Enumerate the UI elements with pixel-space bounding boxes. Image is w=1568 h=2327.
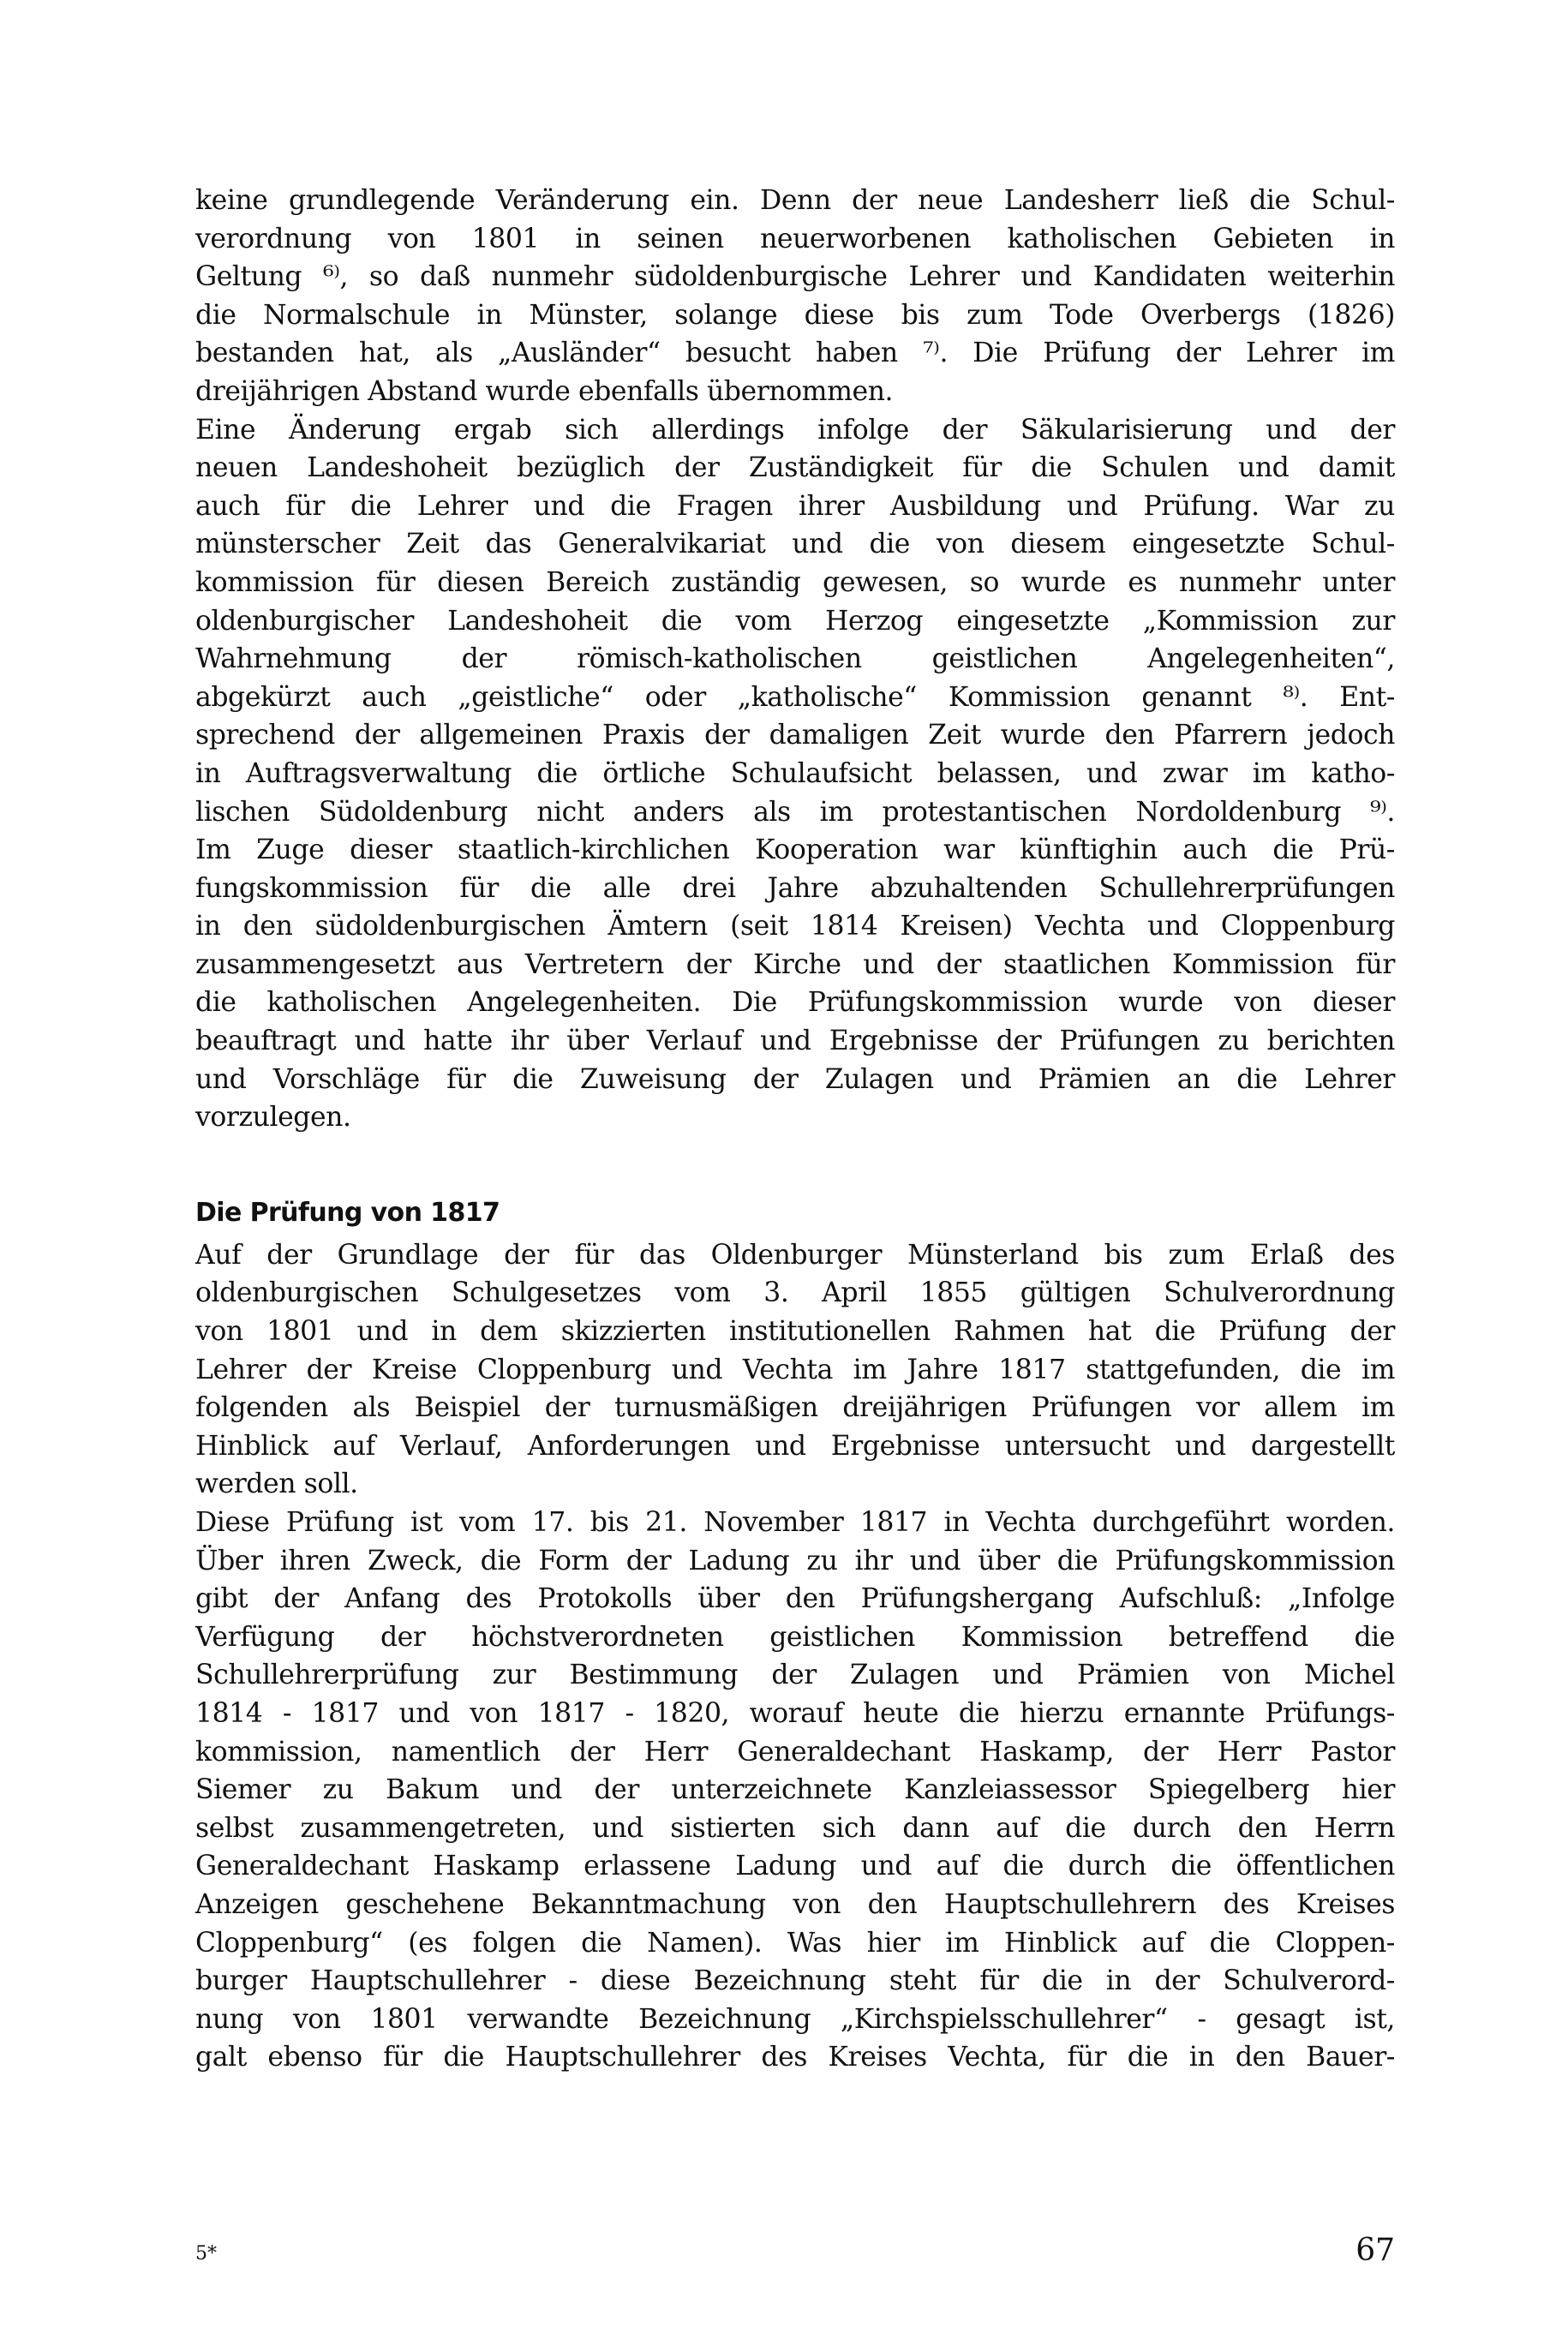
text-line: die Normalschule in Münster, solange diese bis zum Tode Overbergs (1826) xyxy=(195,299,1395,331)
text-line: münsterscher Zeit das Generalvikariat und die von diesem eingesetzte Schul- xyxy=(195,529,1395,560)
paragraph-4 xyxy=(195,1504,1395,2077)
text-line: folgenden als Beispiel der turnusmäßigen dreijährigen Prüfungen vor allem im xyxy=(195,1392,1395,1424)
text-line: verordnung von 1801 in seinen neuerworbenen katholischen Gebieten in xyxy=(195,223,1395,254)
text-line: die katholischen Angelegenheiten. Die Prüfungskommission wurde von dieser xyxy=(195,987,1395,1019)
text-line: Generaldechant Haskamp erlassene Ladung und auf die durch die öffentlichen xyxy=(195,1851,1395,1882)
text-line: Siemer zu Bakum und der unterzeichnete Kanzleiassessor Spiegelberg hier xyxy=(195,1774,1395,1806)
text-line: Schullehrerprüfung zur Bestimmung der Zulagen und Prämien von Michel xyxy=(195,1660,1395,1691)
text-line: kommission für diesen Bereich zuständig gewesen, so wurde es nunmehr unter xyxy=(195,566,1395,598)
text-line: Auf der Grundlage der für das Oldenburger Münsterland bis zum Erlaß des xyxy=(195,1239,1395,1271)
paragraph-3 xyxy=(195,1236,1395,1504)
text-line: zusammengesetzt aus Vertretern der Kirche und der staatlichen Kommission für xyxy=(195,948,1395,980)
text-line: in den südoldenburgischen Ämtern (seit 1814 Kreisen) Vechta und Cloppenburg xyxy=(195,911,1395,942)
text-line: von 1801 und in dem skizzierten institutionellen Rahmen hat die Prüfung der xyxy=(195,1316,1395,1348)
text-line: in Auftragsverwaltung die örtliche Schulaufsicht belassen, und zwar im katho- xyxy=(195,757,1395,789)
text-line: keine grundlegende Veränderung ein. Denn der neue Landesherr ließ die Schul- xyxy=(195,185,1395,216)
text-line: burger Hauptschullehrer - diese Bezeichnung steht für die in der Schulverord- xyxy=(195,1965,1395,1997)
text-line: abgekürzt auch „geistliche“ oder „katholische“ Kommission genannt ⁸⁾. Ent- xyxy=(195,681,1395,713)
text-line: neuen Landeshoheit bezüglich der Zuständigkeit für die Schulen und damit xyxy=(195,452,1395,484)
text-line: sprechend der allgemeinen Praxis der damaligen Zeit wurde den Pfarrern jedoch xyxy=(195,720,1395,751)
section-heading: Die Prüfung von 1817 xyxy=(195,1197,500,1228)
text-line: Verfügung der höchstverordneten geistlichen Kommission betreffend die xyxy=(195,1621,1395,1653)
text-line: beauftragt und hatte ihr über Verlauf und Ergebnisse der Prüfungen zu berichten xyxy=(195,1026,1395,1057)
signature-mark: 5* xyxy=(195,2243,217,2264)
text-line: Im Zuge dieser staatlich-kirchlichen Kooperation war künftighin auch die Prü- xyxy=(195,834,1395,866)
text-line: Eine Änderung ergab sich allerdings infolge der Säkularisierung und der xyxy=(195,414,1395,446)
text-line: vorzulegen. xyxy=(195,1102,351,1134)
page-number: 67 xyxy=(1356,2233,1395,2268)
text-line: bestanden hat, als „Ausländer“ besucht haben ⁷⁾. Die Prüfung der Lehrer im xyxy=(195,338,1395,369)
text-line: gibt der Anfang des Protokolls über den Prüfungshergang Aufschluß: „Infolge xyxy=(195,1583,1395,1615)
text-line: werden soll. xyxy=(195,1469,358,1500)
page-footer xyxy=(195,2233,1395,2284)
text-line: und Vorschläge für die Zuweisung der Zulagen und Prämien an die Lehrer xyxy=(195,1063,1395,1095)
text-line: Lehrer der Kreise Cloppenburg und Vechta im Jahre 1817 stattgefunden, die im xyxy=(195,1354,1395,1385)
text-line: Hinblick auf Verlauf, Anforderungen und Ergebnisse untersucht und dargestellt xyxy=(195,1430,1395,1462)
text-line: Geltung ⁶⁾, so daß nunmehr südoldenburgische Lehrer und Kandidaten weiterhin xyxy=(195,261,1395,293)
text-line: selbst zusammengetreten, und sistierten sich dann auf die durch den Herrn xyxy=(195,1812,1395,1844)
text-line: Über ihren Zweck, die Form der Ladung zu ihr und über die Prüfungskommission xyxy=(195,1545,1395,1576)
text-block xyxy=(195,182,1395,2077)
text-line: oldenburgischer Landeshoheit die vom Herzog eingesetzte „Kommission zur xyxy=(195,605,1395,637)
text-line: galt ebenso für die Hauptschullehrer des Kreises Vechta, für die in den Bauer- xyxy=(195,2042,1395,2073)
text-line: 1814 - 1817 und von 1817 - 1820, worauf heute die hierzu ernannte Prüfungs- xyxy=(195,1697,1395,1729)
text-line: oldenburgischen Schulgesetzes vom 3. April 1855 gültigen Schulverordnung xyxy=(195,1277,1395,1309)
text-line: dreijährigen Abstand wurde ebenfalls übernommen. xyxy=(195,375,894,407)
paragraph-2 xyxy=(195,411,1395,1137)
section-spacer xyxy=(195,1137,1395,1192)
text-line: Wahrnehmung der römisch-katholischen geistlichen Angelegenheiten“, xyxy=(195,643,1395,675)
text-line: auch für die Lehrer und die Fragen ihrer Ausbildung und Prüfung. War zu xyxy=(195,490,1395,522)
text-line: fungskommission für die alle drei Jahre abzuhaltenden Schullehrerprüfungen xyxy=(195,872,1395,904)
text-line: nung von 1801 verwandte Bezeichnung „Kirchspielsschullehrer“ - gesagt ist, xyxy=(195,2003,1395,2035)
paragraph-1 xyxy=(195,182,1395,411)
text-line: Cloppenburg“ (es folgen die Namen). Was hier im Hinblick auf die Cloppen- xyxy=(195,1927,1395,1959)
text-line: Anzeigen geschehene Bekanntmachung von den Hauptschullehrern des Kreises xyxy=(195,1888,1395,1920)
text-line: kommission, namentlich der Herr Generaldechant Haskamp, der Herr Pastor xyxy=(195,1736,1395,1768)
text-line: Diese Prüfung ist vom 17. bis 21. November 1817 in Vechta durchgeführt worden. xyxy=(195,1507,1395,1538)
text-line: lischen Südoldenburg nicht anders als im protestantischen Nordoldenburg ⁹⁾. xyxy=(195,796,1395,828)
